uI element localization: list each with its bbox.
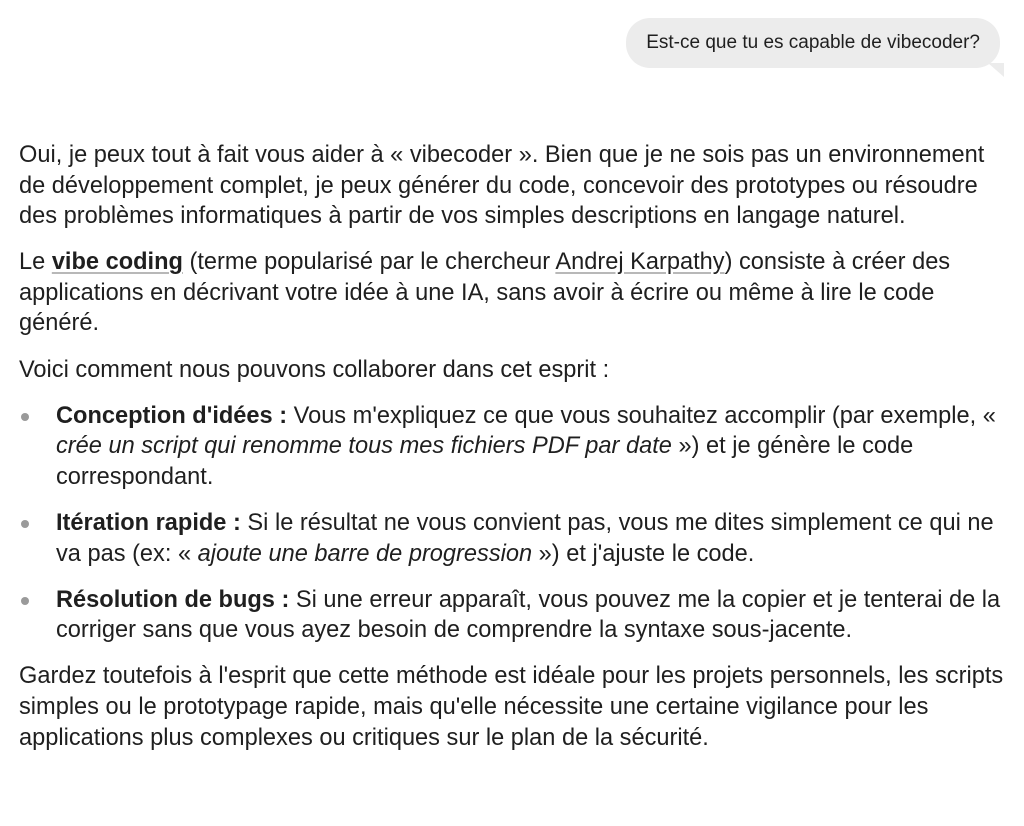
bullet-italic-example: crée un script qui renomme tous mes fichiers PDF par date bbox=[56, 433, 672, 460]
bullet-italic-example: ajoute une barre de progression bbox=[197, 540, 533, 567]
bullet-dot-icon bbox=[21, 597, 29, 605]
bullet-text-pre: Vous m'expliquez ce que vous souhaitez accomplir (par exemple, « bbox=[287, 402, 996, 429]
p2-text-post: ) consiste à créer des applications en décrivant votre idée à une IA, sans avoir à écrire ou même à lire le code généré. bbox=[19, 249, 951, 337]
bubble-tail bbox=[988, 63, 1004, 77]
p2-text-mid: (terme popularisé par le chercheur bbox=[182, 249, 556, 276]
response-paragraph-2 bbox=[19, 247, 1009, 339]
vibe-coding-link[interactable]: vibe coding bbox=[51, 249, 183, 276]
user-message-bubble bbox=[626, 18, 1000, 68]
bullet-dot-icon bbox=[21, 413, 29, 421]
bullet-title: Itération rapide : bbox=[56, 509, 241, 536]
assistant-response bbox=[19, 140, 1009, 769]
bullet-dot-icon bbox=[21, 520, 29, 528]
bullet-list bbox=[19, 401, 1009, 646]
response-paragraph-1: Oui, je peux tout à fait vous aider à « vibecoder ». Bien que je ne sois pas un environnement de développement complet, je peux générer du code, concevoir des prototypes ou résoudre des problèmes informatiques à partir de vos simples descriptions en langage naturel. bbox=[19, 142, 985, 230]
list-item bbox=[19, 585, 1009, 646]
bullet-title: Conception d'idées : bbox=[56, 402, 288, 429]
user-message bbox=[626, 18, 1000, 68]
andrej-karpathy-link[interactable]: Andrej Karpathy bbox=[555, 249, 725, 276]
list-item bbox=[19, 401, 1009, 493]
bullet-text-pre: Si le résultat ne vous convient pas, vous me dites simplement ce qui ne va pas (ex: « bbox=[56, 509, 994, 567]
response-paragraph-4: Gardez toutefois à l'esprit que cette méthode est idéale pour les projets personnels, les scripts simples ou le prototypage rapide, mais qu'elle nécessite une certaine vigilance pour les applications plus complexes ou critiques sur le plan de la sécurité. bbox=[19, 663, 1004, 751]
response-paragraph-3: Voici comment nous pouvons collaborer dans cet esprit : bbox=[19, 356, 610, 383]
p2-text-pre: Le bbox=[19, 249, 52, 276]
list-item bbox=[19, 508, 1009, 569]
bullet-text-post: ») et j'ajuste le code. bbox=[532, 540, 755, 567]
bullet-title: Résolution de bugs : bbox=[56, 586, 290, 613]
bullet-text: Si une erreur apparaît, vous pouvez me la copier et je tenterai de la corriger sans que vous ayez besoin de comprendre la syntaxe sous-jacente. bbox=[56, 586, 1001, 644]
bullet-text-post: ») et je génère le code correspondant. bbox=[56, 433, 914, 490]
user-message-text: Est-ce que tu es capable de vibecoder? bbox=[646, 32, 980, 53]
